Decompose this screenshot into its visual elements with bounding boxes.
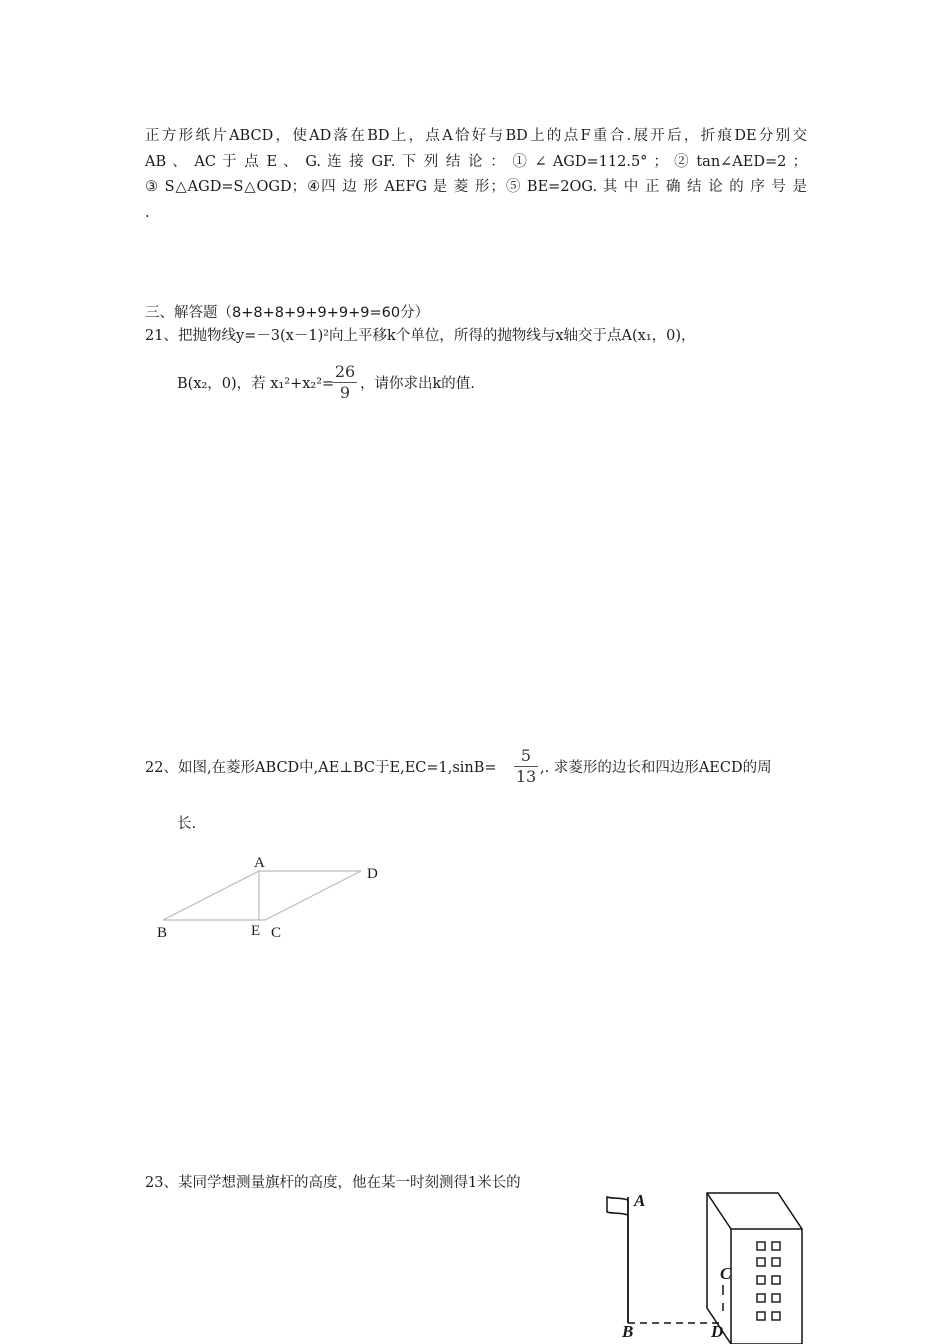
label-e: E — [251, 923, 261, 939]
window — [772, 1242, 780, 1250]
q23-line-1: 23、某同学想测量旗杆的高度，他在某一时刻测得1米长的 — [145, 1175, 521, 1191]
building-edge-1 — [707, 1193, 731, 1229]
q21-line-2b: ，请你求出k的值. — [360, 376, 475, 392]
q21-line-2a: B(x₂，0)，若 x₁²+x₂²= — [177, 376, 335, 392]
label-c: C — [271, 925, 282, 941]
section-3-title: 三、解答题（8+8+8+9+9+9+9=60分） — [145, 305, 430, 321]
q21-fraction-numerator: 26 — [334, 362, 356, 381]
window — [772, 1312, 780, 1320]
label-ground-d: D — [711, 1322, 724, 1341]
q21-line-1: 21、把抛物线y=－3(x－1)²向上平移k个单位，所得的抛物线与x轴交于点A(x₁，0)， — [145, 328, 696, 344]
window — [772, 1294, 780, 1302]
q20-line-3: ③ S△AGD=S△OGD；④四 边 形 AEFG 是 菱 形；⑤ BE=2OG. 其 中 正 确 结 论 的 序 号 是 — [145, 179, 807, 195]
window — [757, 1258, 765, 1266]
q22-line-1a: 22、如图,在菱形ABCD中,AE⊥BC于E,EC=1,sinB= — [145, 760, 497, 776]
q21-fraction — [333, 363, 357, 402]
label-ground-b: B — [622, 1322, 634, 1341]
window — [757, 1276, 765, 1284]
label-d: D — [367, 866, 378, 882]
window — [757, 1294, 765, 1302]
window — [772, 1276, 780, 1284]
label-a: A — [254, 855, 265, 871]
q22-fraction — [514, 747, 538, 786]
rhombus-abcd — [163, 871, 361, 920]
flagpole-building-diagram — [600, 1185, 815, 1344]
q22-fraction-numerator: 5 — [520, 746, 532, 765]
window — [757, 1242, 765, 1250]
q20-line-1: 正方形纸片ABCD，使AD落在BD上，点A恰好与BD上的点F重合.展开后，折痕DE分别交 — [145, 128, 807, 144]
q21-fraction-denominator: 9 — [339, 383, 351, 402]
window — [757, 1312, 765, 1320]
q20-line-2: AB 、 AC 于 点 E 、 G. 连 接 GF. 下 列 结 论 ： ① ∠ AGD=112.5° ； ② tan∠AED=2 ； — [145, 154, 807, 170]
q22-line-2: 长. — [177, 816, 197, 832]
label-b: B — [157, 925, 168, 941]
q22-fraction-denominator: 13 — [515, 767, 537, 786]
q20-line-4: . — [145, 205, 150, 221]
label-building-c: C — [720, 1264, 732, 1283]
building-windows — [757, 1242, 780, 1320]
label-flag-a: A — [634, 1191, 646, 1210]
rhombus-diagram — [150, 850, 390, 950]
q22-line-1b: ,. 求菱形的边长和四边形AECD的周 — [540, 760, 772, 776]
flag-shape — [607, 1197, 628, 1215]
window — [772, 1258, 780, 1266]
